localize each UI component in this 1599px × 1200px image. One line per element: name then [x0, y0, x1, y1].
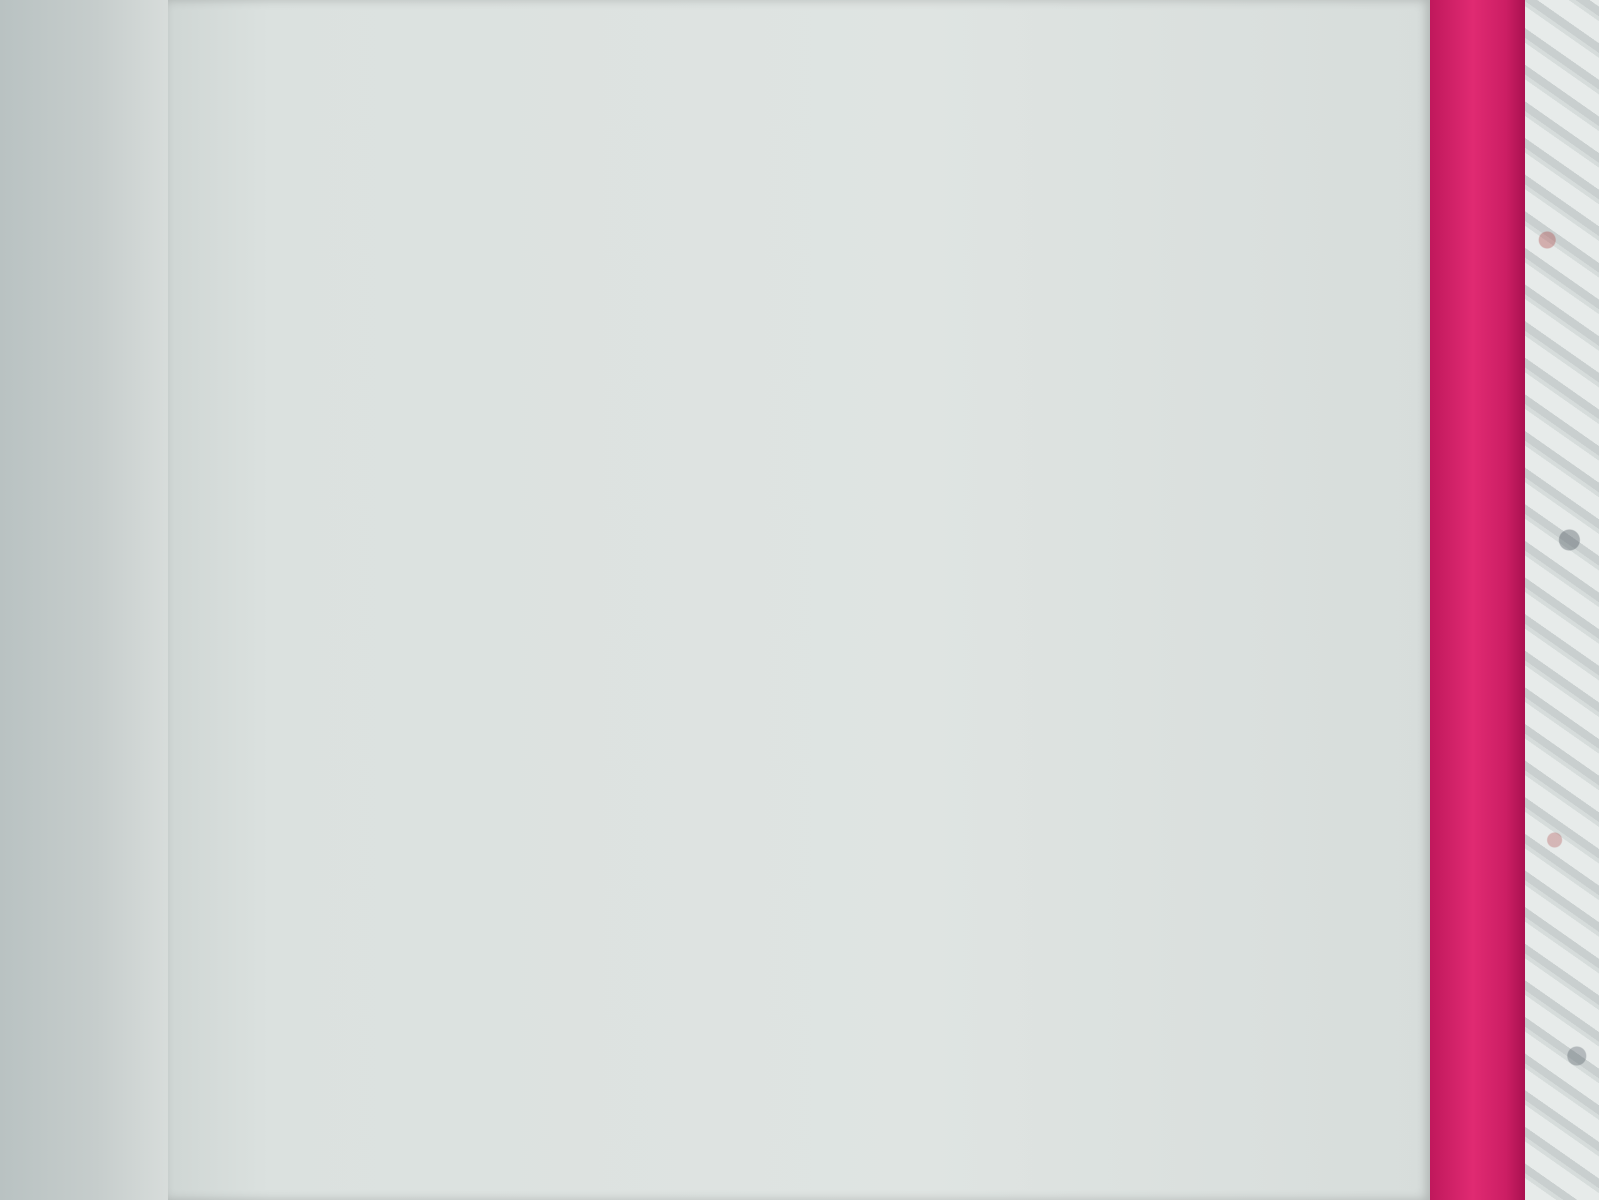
book-cover-edge: [1430, 0, 1525, 1200]
facing-page-left: [0, 0, 175, 1200]
book-page: [168, 0, 1430, 1200]
patterned-tablecloth: [1525, 0, 1599, 1200]
